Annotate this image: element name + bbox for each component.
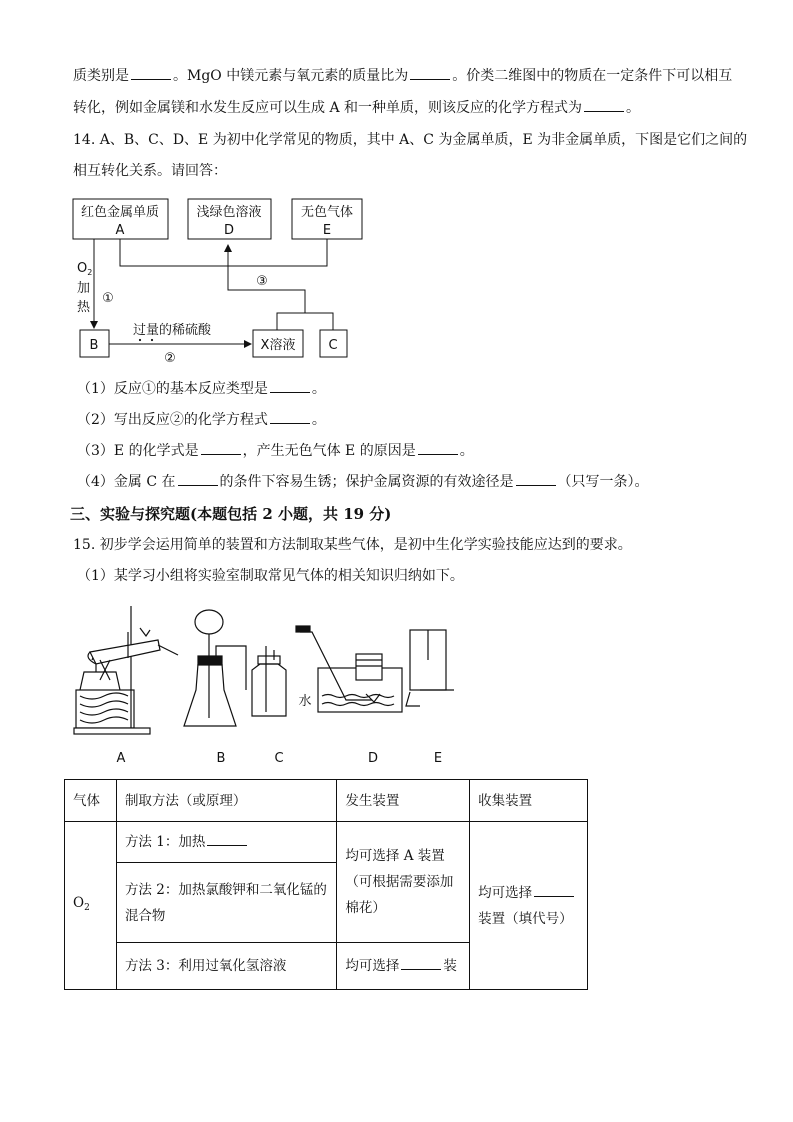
- answer-blank: [418, 441, 458, 455]
- answer-blank: [401, 956, 441, 970]
- water-label: 水: [298, 694, 312, 709]
- q14-question-2: [77, 410, 326, 430]
- box-a-letter: A: [115, 223, 125, 238]
- method-2-line-1: 方法 2：加热氯酸钾和二氧化锰的: [124, 881, 327, 898]
- method-1-cell: [116, 822, 336, 863]
- gas-cell: [65, 822, 117, 990]
- collector-cell: [470, 822, 588, 990]
- text-segment: 质类别是: [73, 68, 129, 84]
- generator-1-line-2: （可根据需要添加: [345, 874, 454, 890]
- apparatus-label-a: A: [116, 751, 126, 766]
- generator-2-cell: [337, 943, 470, 990]
- generator-2-text: 均可选择: [345, 958, 400, 974]
- apparatus-e: [406, 630, 454, 706]
- collector-line-2: 装置（填代号）: [478, 910, 573, 927]
- text-segment: ，产生无色气体 E 的原因是: [242, 443, 416, 459]
- table-header-row: [65, 780, 588, 822]
- reaction-1-mark: ①: [102, 291, 114, 306]
- q14-question-3: [77, 441, 474, 461]
- o2-label: $O_2$: [77, 261, 93, 277]
- heat-label-1: 加: [77, 281, 91, 296]
- text-line-1: [73, 66, 732, 86]
- reaction-flowchart: [0, 190, 400, 368]
- text-segment: 转化，例如金属镁和水发生反应可以生成 A 和一种单质，则该反应的化学方程式为: [73, 100, 583, 116]
- text-segment: （4）金属 C 在: [77, 474, 176, 490]
- heat-label-2: 热: [77, 300, 91, 315]
- answer-blank: [131, 66, 171, 80]
- header-generator: 发生装置: [337, 780, 470, 822]
- box-c-label: C: [328, 338, 338, 353]
- reaction-2-mark: ②: [164, 351, 176, 366]
- apparatus-a: [74, 606, 178, 734]
- text-segment: 。: [311, 412, 326, 428]
- answer-blank: [410, 66, 450, 80]
- box-e-letter: E: [322, 223, 332, 238]
- text-segment: 。价类二维图中的物质在一定条件下可以相互: [452, 68, 733, 84]
- text-segment: 。MgO 中镁元素与氧元素的质量比为: [173, 68, 409, 84]
- answer-blank: [178, 472, 218, 486]
- header-method: 制取方法（或原理）: [116, 780, 336, 822]
- apparatus-label-b: B: [216, 751, 226, 766]
- answer-blank: [201, 441, 241, 455]
- gas-preparation-table: [64, 779, 588, 990]
- method-1-text: 方法 1：加热: [124, 834, 206, 850]
- q14-stem-line-1: 14. A、B、C、D、E 为初中化学常见的物质，其中 A、C 为金属单质，E 为非金属单质，下图是它们之间的: [73, 132, 748, 148]
- apparatus-figure: [60, 596, 460, 772]
- text-segment: （3）E 的化学式是: [77, 443, 199, 459]
- apparatus-label-e: E: [433, 751, 443, 766]
- apparatus-label-c: C: [274, 751, 284, 766]
- text-line-2: [73, 98, 640, 118]
- text-segment: 。: [311, 381, 326, 397]
- text-segment: （2）写出反应②的化学方程式: [77, 412, 268, 428]
- apparatus-d: [296, 626, 402, 712]
- answer-blank: [516, 472, 556, 486]
- text-segment: （只写一条）。: [557, 474, 649, 490]
- reaction-3-mark: ③: [256, 274, 268, 289]
- header-collector: 收集装置: [470, 780, 588, 822]
- box-b-label: B: [89, 338, 99, 353]
- answer-blank: [270, 410, 310, 424]
- q14-question-1: [77, 379, 326, 399]
- box-a-name: 红色金属单质: [80, 205, 160, 220]
- generator-1-line-3: 棉花）: [345, 900, 386, 916]
- generator-1-cell: [337, 822, 470, 943]
- generator-1-line-1: 均可选择 A 装置: [345, 848, 445, 864]
- collector-text: 均可选择: [478, 884, 533, 901]
- answer-blank: [270, 379, 310, 393]
- gas-subscript: 2: [84, 903, 90, 913]
- method-2-line-2: 混合物: [124, 907, 166, 924]
- q15-intro: 15. 初步学会运用简单的装置和方法制取某些气体，是初中生化学实验技能应达到的要求。: [73, 537, 632, 553]
- method-2-cell: [116, 863, 336, 943]
- answer-blank: [584, 98, 624, 112]
- box-x-label: X溶液: [260, 338, 296, 353]
- q14-question-4: [77, 472, 649, 492]
- collector-line-1: [478, 880, 579, 906]
- text-segment: 。: [459, 443, 474, 459]
- apparatus-label-d: D: [367, 751, 379, 766]
- apparatus-b: [184, 610, 246, 726]
- table-row: [65, 822, 588, 863]
- answer-blank: [207, 832, 247, 846]
- box-e-name: 无色气体: [300, 205, 354, 220]
- q14-stem-line-2: 相互转化关系。请回答：: [73, 163, 227, 179]
- generator-2-tail: 装: [443, 958, 457, 974]
- header-gas: 气体: [65, 780, 117, 822]
- gas-symbol: O: [73, 895, 85, 911]
- apparatus-c: [252, 646, 286, 716]
- box-d-letter: D: [223, 223, 235, 238]
- text-segment: 的条件下容易生锈；保护金属资源的有效途径是: [219, 474, 514, 490]
- acid-label: 过量的稀硫酸: [133, 323, 212, 338]
- box-d-name: 浅绿色溶液: [196, 205, 262, 220]
- method-3-cell: 方法 3：利用过氧化氢溶液: [116, 943, 336, 990]
- text-segment: 。: [626, 100, 641, 116]
- q15-sub1: （1）某学习小组将实验室制取常见气体的相关知识归纳如下。: [77, 568, 464, 584]
- text-segment: （1）反应①的基本反应类型是: [77, 381, 268, 397]
- section-3-heading: 三、实验与探究题(本题包括 2 小题，共 19 分): [70, 505, 392, 523]
- answer-blank: [534, 883, 574, 897]
